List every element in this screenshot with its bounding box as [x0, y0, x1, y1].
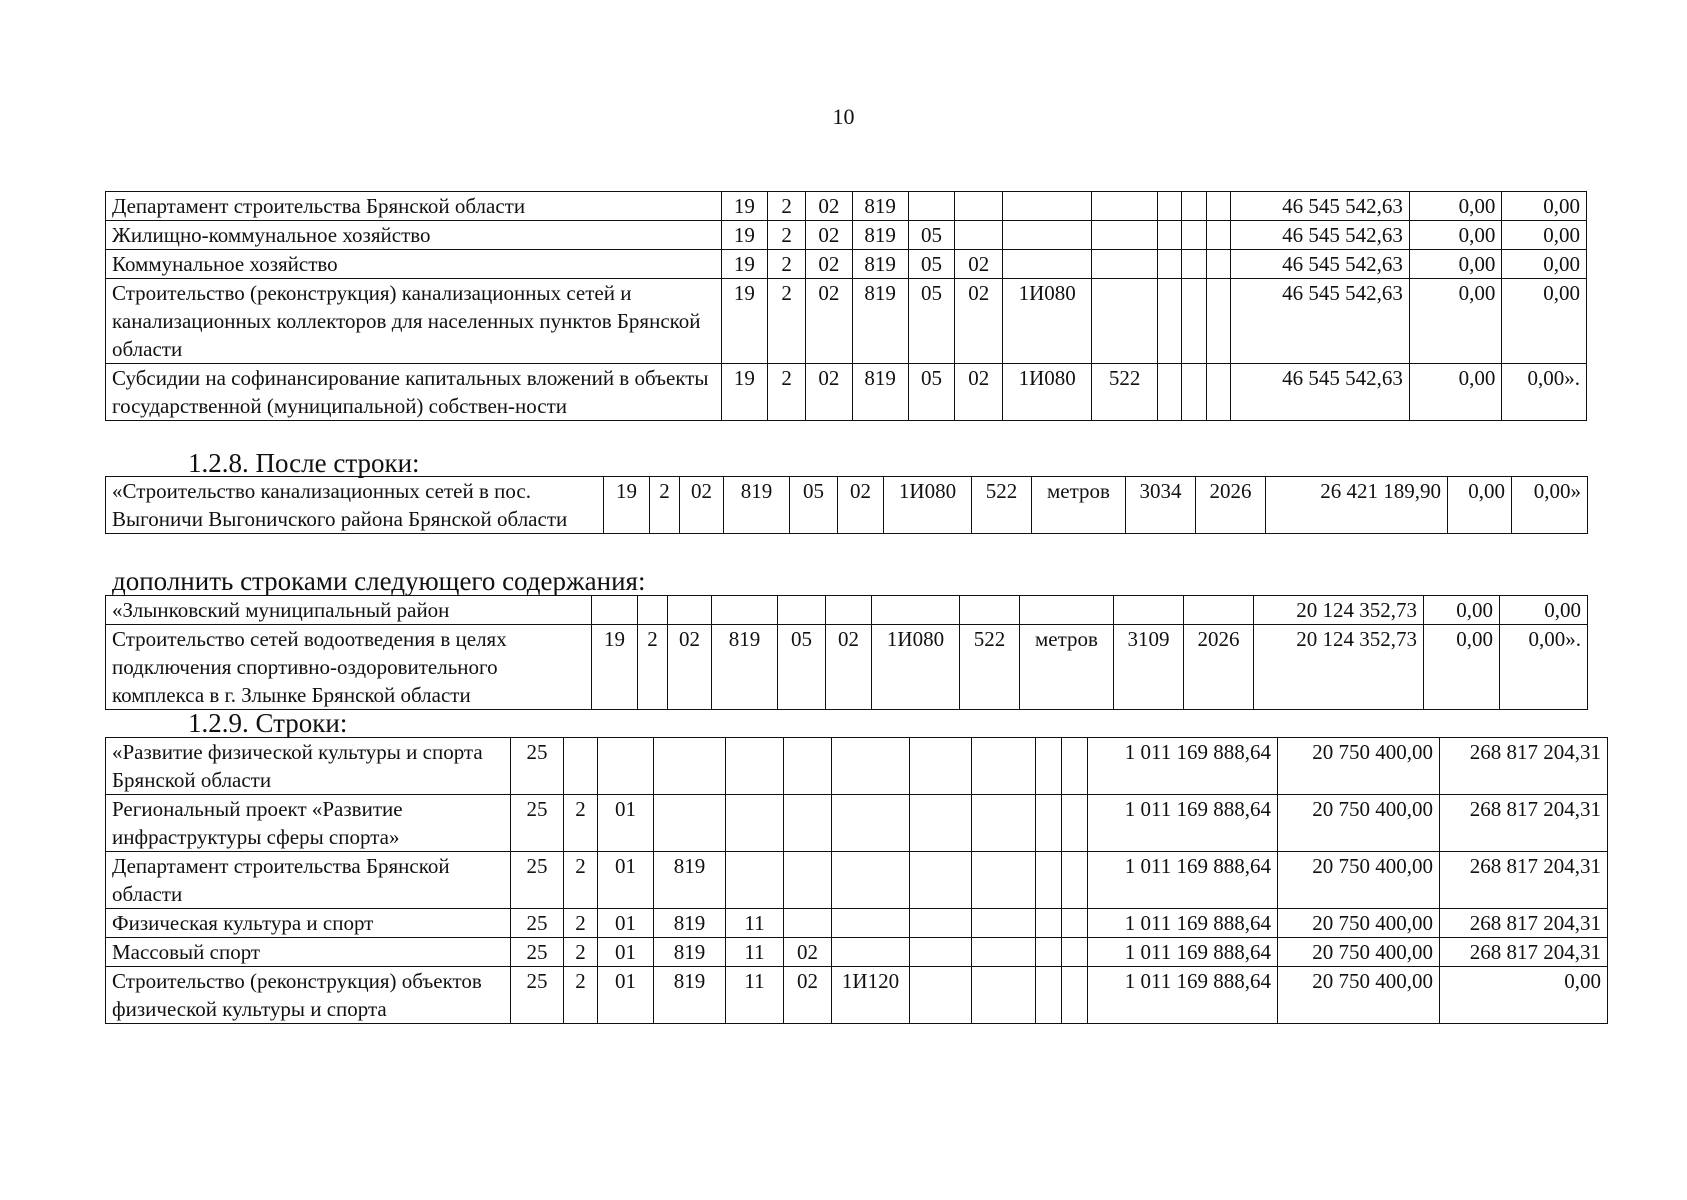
row-description: Строительство (реконструкция) объектов физической культуры и спорта — [106, 967, 511, 1024]
code-cell: 01 — [598, 852, 654, 909]
amount-cell: 1 011 169 888,64 — [1088, 938, 1278, 967]
code-cell: 2 — [768, 279, 806, 364]
code-cell — [1003, 221, 1092, 250]
code-cell — [784, 852, 832, 909]
table-row — [106, 909, 1608, 938]
code-cell: 2 — [564, 795, 598, 852]
section-heading-add-rows: дополнить строками следующего содержания: — [112, 566, 646, 596]
code-cell — [972, 909, 1036, 938]
budget-table-after-row — [105, 476, 1588, 534]
code-cell: 819 — [852, 192, 908, 221]
section-heading-1-2-9: 1.2.9. Строки: — [188, 708, 348, 738]
amount-cell: 20 750 400,00 — [1278, 967, 1440, 1024]
code-cell — [1114, 596, 1184, 625]
code-cell: 522 — [1091, 364, 1157, 421]
code-cell — [972, 967, 1036, 1024]
budget-table-new-rows — [105, 595, 1588, 710]
code-cell: 05 — [908, 364, 954, 421]
code-cell: 25 — [511, 852, 564, 909]
code-cell — [784, 909, 832, 938]
code-cell: 01 — [598, 967, 654, 1024]
code-cell: 1И080 — [872, 625, 960, 710]
code-cell: метров — [1032, 477, 1126, 534]
code-cell — [1091, 221, 1157, 250]
amount-cell: 20 124 352,73 — [1254, 596, 1424, 625]
amount-cell: 0,00 — [1502, 221, 1587, 250]
code-cell: 819 — [654, 967, 726, 1024]
code-cell — [778, 596, 826, 625]
amount-cell: 268 817 204,31 — [1440, 795, 1608, 852]
code-cell: 02 — [784, 938, 832, 967]
amount-cell: 0,00». — [1500, 625, 1588, 710]
code-cell — [1003, 192, 1092, 221]
amount-cell: 46 545 542,63 — [1230, 192, 1409, 221]
table-row — [106, 279, 1587, 364]
amount-cell: 20 750 400,00 — [1278, 938, 1440, 967]
code-cell — [910, 967, 972, 1024]
code-cell: 02 — [806, 279, 852, 364]
code-cell — [598, 738, 654, 795]
code-cell: 1И080 — [1003, 364, 1092, 421]
code-cell — [1036, 967, 1062, 1024]
code-cell: 02 — [806, 192, 852, 221]
table-row — [106, 625, 1588, 710]
code-cell: 819 — [852, 221, 908, 250]
row-description: Коммунальное хозяйство — [106, 250, 722, 279]
amount-cell: 20 750 400,00 — [1278, 738, 1440, 795]
code-cell: 02 — [806, 221, 852, 250]
code-cell: 25 — [511, 795, 564, 852]
table-row — [106, 221, 1587, 250]
code-cell — [972, 852, 1036, 909]
code-cell: 19 — [592, 625, 638, 710]
table-row — [106, 795, 1608, 852]
amount-cell: 0,00 — [1502, 192, 1587, 221]
code-cell: 01 — [598, 909, 654, 938]
code-cell: 522 — [960, 625, 1020, 710]
code-cell — [908, 192, 954, 221]
code-cell — [1062, 938, 1088, 967]
code-cell: 25 — [511, 909, 564, 938]
code-cell — [1062, 738, 1088, 795]
code-cell: 02 — [784, 967, 832, 1024]
code-cell: 11 — [726, 938, 784, 967]
amount-cell: 1 011 169 888,64 — [1088, 967, 1278, 1024]
budget-table-sport — [105, 737, 1608, 1024]
code-cell — [826, 596, 872, 625]
amount-cell: 20 124 352,73 — [1254, 625, 1424, 710]
code-cell — [564, 738, 598, 795]
amount-cell: 1 011 169 888,64 — [1088, 738, 1278, 795]
row-description: Строительство (реконструкция) канализационных сетей и канализационных коллекторов для населенных пунктов Брянской области — [106, 279, 722, 364]
code-cell — [654, 738, 726, 795]
code-cell: 19 — [721, 192, 767, 221]
code-cell: 1И080 — [1003, 279, 1092, 364]
budget-table-departments — [105, 191, 1587, 421]
code-cell — [654, 795, 726, 852]
code-cell — [1036, 795, 1062, 852]
code-cell: 25 — [511, 938, 564, 967]
code-cell — [1206, 192, 1230, 221]
code-cell: 02 — [806, 250, 852, 279]
code-cell — [832, 795, 910, 852]
code-cell — [1003, 250, 1092, 279]
code-cell — [955, 192, 1003, 221]
code-cell — [832, 909, 910, 938]
amount-cell: 0,00 — [1424, 625, 1500, 710]
code-cell: 819 — [852, 250, 908, 279]
code-cell — [972, 795, 1036, 852]
table-row — [106, 738, 1608, 795]
code-cell: 02 — [668, 625, 712, 710]
code-cell — [910, 909, 972, 938]
amount-cell: 0,00 — [1424, 596, 1500, 625]
code-cell: 25 — [511, 738, 564, 795]
row-description: «Развитие физической культуры и спорта Брянской области — [106, 738, 511, 795]
table-row — [106, 477, 1588, 534]
code-cell: метров — [1020, 625, 1114, 710]
code-cell: 2 — [768, 192, 806, 221]
table-row — [106, 192, 1587, 221]
code-cell: 2 — [768, 250, 806, 279]
code-cell — [1020, 596, 1114, 625]
code-cell — [1062, 967, 1088, 1024]
code-cell: 01 — [598, 795, 654, 852]
code-cell — [910, 852, 972, 909]
code-cell — [1158, 221, 1182, 250]
code-cell: 819 — [712, 625, 778, 710]
code-cell — [872, 596, 960, 625]
code-cell: 2 — [564, 852, 598, 909]
code-cell — [1182, 192, 1206, 221]
amount-cell: 0,00». — [1502, 364, 1587, 421]
code-cell: 05 — [908, 279, 954, 364]
code-cell — [1036, 738, 1062, 795]
code-cell — [784, 738, 832, 795]
amount-cell: 268 817 204,31 — [1440, 852, 1608, 909]
code-cell — [1062, 852, 1088, 909]
code-cell: 11 — [726, 967, 784, 1024]
code-cell — [1182, 250, 1206, 279]
code-cell: 19 — [721, 364, 767, 421]
code-cell: 02 — [955, 364, 1003, 421]
code-cell: 2 — [638, 625, 668, 710]
amount-cell: 20 750 400,00 — [1278, 909, 1440, 938]
code-cell: 02 — [955, 250, 1003, 279]
code-cell — [1091, 192, 1157, 221]
code-cell: 522 — [972, 477, 1032, 534]
code-cell — [910, 938, 972, 967]
code-cell: 819 — [654, 909, 726, 938]
code-cell: 05 — [908, 250, 954, 279]
code-cell — [784, 795, 832, 852]
code-cell: 25 — [511, 967, 564, 1024]
code-cell — [638, 596, 668, 625]
code-cell — [1206, 364, 1230, 421]
row-description: Департамент строительства Брянской области — [106, 852, 511, 909]
code-cell: 2 — [564, 967, 598, 1024]
code-cell: 1И080 — [884, 477, 972, 534]
code-cell: 19 — [721, 279, 767, 364]
row-description: Строительство сетей водоотведения в целях подключения спортивно-оздоровительного комплекса в г. Злынке Брянской области — [106, 625, 592, 710]
code-cell: 819 — [654, 938, 726, 967]
code-cell: 02 — [838, 477, 884, 534]
amount-cell: 0,00 — [1440, 967, 1608, 1024]
code-cell: 11 — [726, 909, 784, 938]
amount-cell: 26 421 189,90 — [1266, 477, 1448, 534]
code-cell — [668, 596, 712, 625]
amount-cell: 268 817 204,31 — [1440, 738, 1608, 795]
code-cell: 1И120 — [832, 967, 910, 1024]
code-cell: 19 — [604, 477, 650, 534]
amount-cell: 1 011 169 888,64 — [1088, 795, 1278, 852]
code-cell — [1206, 279, 1230, 364]
row-description: «Злынковский муниципальный район — [106, 596, 592, 625]
row-description: Физическая культура и спорт — [106, 909, 511, 938]
code-cell: 819 — [724, 477, 790, 534]
code-cell — [910, 795, 972, 852]
code-cell: 01 — [598, 938, 654, 967]
code-cell: 2 — [564, 909, 598, 938]
amount-cell: 46 545 542,63 — [1230, 279, 1409, 364]
amount-cell: 0,00 — [1500, 596, 1588, 625]
code-cell: 2 — [768, 221, 806, 250]
amount-cell: 268 817 204,31 — [1440, 938, 1608, 967]
code-cell — [1036, 852, 1062, 909]
row-description: Субсидии на софинансирование капитальных вложений в объекты государственной (муниципальной) собствен-ности — [106, 364, 722, 421]
code-cell — [1062, 795, 1088, 852]
code-cell — [592, 596, 638, 625]
code-cell: 02 — [806, 364, 852, 421]
code-cell: 3034 — [1126, 477, 1196, 534]
amount-cell: 0,00 — [1409, 192, 1502, 221]
code-cell: 02 — [826, 625, 872, 710]
code-cell: 02 — [680, 477, 724, 534]
amount-cell: 0,00 — [1448, 477, 1512, 534]
code-cell: 2 — [768, 364, 806, 421]
code-cell: 819 — [654, 852, 726, 909]
code-cell — [1206, 221, 1230, 250]
amount-cell: 20 750 400,00 — [1278, 852, 1440, 909]
amount-cell: 0,00» — [1512, 477, 1588, 534]
code-cell: 819 — [852, 364, 908, 421]
code-cell — [832, 852, 910, 909]
code-cell — [726, 795, 784, 852]
row-description: Департамент строительства Брянской области — [106, 192, 722, 221]
amount-cell: 0,00 — [1502, 250, 1587, 279]
amount-cell: 46 545 542,63 — [1230, 221, 1409, 250]
code-cell — [726, 852, 784, 909]
table-row — [106, 250, 1587, 279]
table-row — [106, 852, 1608, 909]
code-cell: 19 — [721, 221, 767, 250]
code-cell — [832, 738, 910, 795]
amount-cell: 20 750 400,00 — [1278, 795, 1440, 852]
code-cell — [1158, 250, 1182, 279]
code-cell — [1036, 938, 1062, 967]
code-cell: 2026 — [1184, 625, 1254, 710]
code-cell — [1158, 192, 1182, 221]
code-cell: 19 — [721, 250, 767, 279]
amount-cell: 0,00 — [1409, 221, 1502, 250]
amount-cell: 0,00 — [1409, 279, 1502, 364]
code-cell — [955, 221, 1003, 250]
code-cell: 02 — [955, 279, 1003, 364]
code-cell — [1036, 909, 1062, 938]
code-cell: 2 — [564, 938, 598, 967]
row-description: Региональный проект «Развитие инфраструктуры сферы спорта» — [106, 795, 511, 852]
code-cell — [1091, 250, 1157, 279]
table-row — [106, 364, 1587, 421]
row-description: Жилищно-коммунальное хозяйство — [106, 221, 722, 250]
code-cell — [1206, 250, 1230, 279]
code-cell — [832, 938, 910, 967]
amount-cell: 46 545 542,63 — [1230, 364, 1409, 421]
amount-cell: 1 011 169 888,64 — [1088, 852, 1278, 909]
code-cell — [1158, 364, 1182, 421]
code-cell — [712, 596, 778, 625]
code-cell — [1184, 596, 1254, 625]
code-cell — [972, 738, 1036, 795]
section-heading-1-2-8: 1.2.8. После строки: — [188, 448, 420, 478]
row-description: «Строительство канализационных сетей в пос. Выгоничи Выгоничского района Брянской области — [106, 477, 604, 534]
amount-cell: 0,00 — [1502, 279, 1587, 364]
code-cell — [726, 738, 784, 795]
amount-cell: 0,00 — [1409, 250, 1502, 279]
code-cell: 05 — [790, 477, 838, 534]
amount-cell: 1 011 169 888,64 — [1088, 909, 1278, 938]
code-cell: 2 — [650, 477, 680, 534]
amount-cell: 46 545 542,63 — [1230, 250, 1409, 279]
code-cell — [1062, 909, 1088, 938]
table-row — [106, 967, 1608, 1024]
code-cell — [972, 938, 1036, 967]
table-row — [106, 938, 1608, 967]
code-cell: 819 — [852, 279, 908, 364]
code-cell — [1182, 221, 1206, 250]
table-row — [106, 596, 1588, 625]
row-description: Массовый спорт — [106, 938, 511, 967]
page-number: 10 — [832, 104, 855, 129]
code-cell — [1158, 279, 1182, 364]
code-cell — [1182, 364, 1206, 421]
amount-cell: 0,00 — [1409, 364, 1502, 421]
code-cell — [1091, 279, 1157, 364]
code-cell: 3109 — [1114, 625, 1184, 710]
code-cell: 05 — [908, 221, 954, 250]
code-cell — [1182, 279, 1206, 364]
code-cell: 2026 — [1196, 477, 1266, 534]
code-cell — [960, 596, 1020, 625]
code-cell — [910, 738, 972, 795]
amount-cell: 268 817 204,31 — [1440, 909, 1608, 938]
code-cell: 05 — [778, 625, 826, 710]
